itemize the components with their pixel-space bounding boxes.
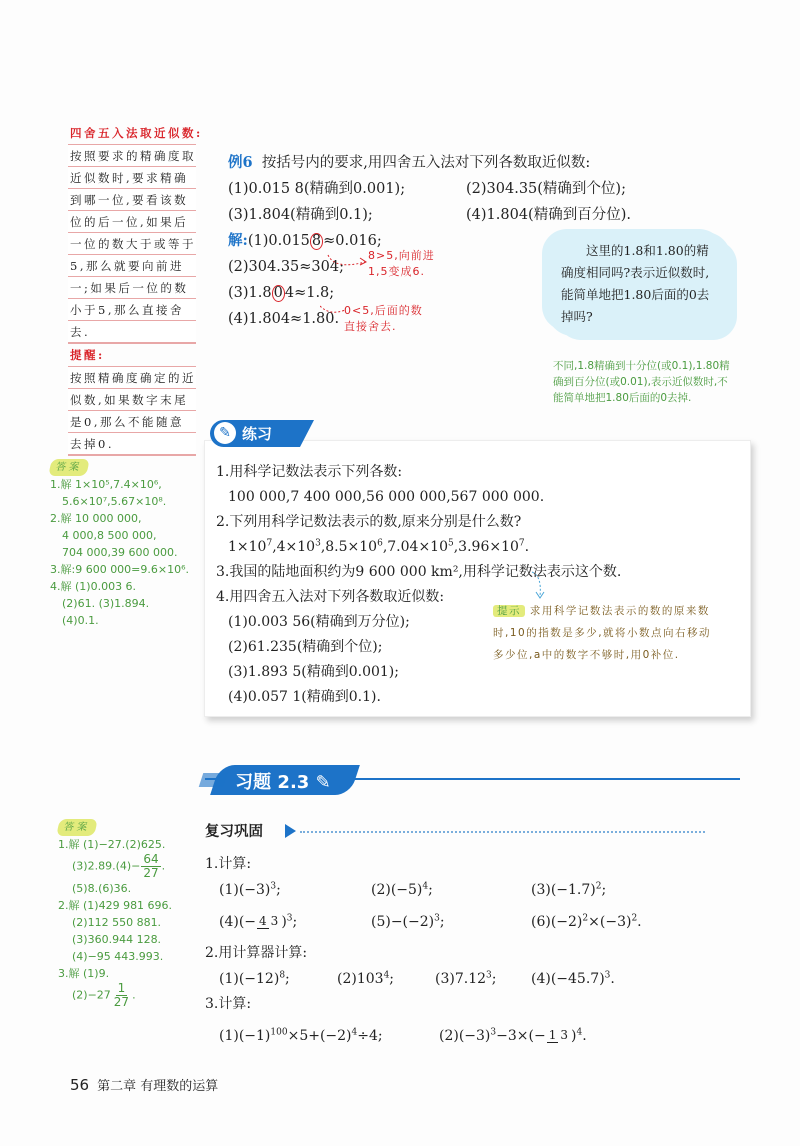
example-q1: (1)0.015 8(精确到0.001);: [228, 181, 406, 197]
example-q2: (2)304.35(精确到个位);: [466, 181, 626, 197]
chapter-title: 第二章 有理数的运算: [97, 1079, 219, 1094]
answers-exercises: [58, 818, 203, 1009]
answer-line: (5)8.(6)36.: [72, 882, 132, 895]
answer-line: 1.解 1×10⁵,7.4×10⁶,: [50, 478, 162, 491]
answer-line: (2)61. (3)1.894.: [62, 597, 150, 610]
exercise-row: $(1)(-12)^8$; $(2)103^4$; (3)7.12$^3$; $(4)(-45.7)^3$.: [219, 969, 615, 987]
answer-line: 1.解 (1)−27.(2)625.: [58, 838, 166, 851]
question-cloud: [547, 232, 731, 336]
tip-tag: 提示: [493, 605, 525, 617]
answer-line: 2.解 10 000 000,: [50, 512, 142, 525]
section-title: 复习巩固: [205, 824, 263, 840]
answer-line: 3.解:9 600 000=9.6×10⁶.: [50, 563, 190, 576]
pencil-icon: ✎: [315, 772, 331, 793]
practice-q4-item: (2)61.235(精确到个位);: [228, 639, 383, 655]
circled-digit: 8: [311, 233, 322, 249]
example-q4: (4)1.804(精确到百分位).: [466, 207, 631, 223]
solution-1a: (1)0.015: [247, 233, 310, 249]
practice-q2: 2.下列用科学记数法表示的数,原来分别是什么数?: [216, 514, 522, 530]
answer-line: (4)−95 443.993.: [72, 950, 164, 963]
annotation-carry: 8>5,向前进1,5变成6.: [368, 249, 435, 278]
exercise-row: $(1)(-3)^3$; $(2)(-5)^4$; $(3)(-1.7)^2$;: [219, 880, 607, 898]
solution-2: (2)304.35≈304;: [228, 259, 344, 275]
answer-line: (2)−27 $\frac{1}{27}$ .: [72, 981, 136, 1009]
solution-label: 解:: [228, 232, 248, 249]
practice-q4-item: (4)0.057 1(精确到0.1).: [228, 689, 381, 705]
answer-line: 5.6×10⁷,5.67×10⁸.: [62, 495, 167, 508]
practice-q4-item: (1)0.003 56(精确到万分位);: [228, 614, 410, 630]
practice-body: [216, 460, 736, 710]
exercise-row: $(1)(-1)^{100}\times 5+(-2)^4\div 4$; $(2)(-3)^3-3\times(- 1$ 3 )$^4$.: [219, 1027, 587, 1044]
exercise-q3: 3.计算:: [205, 996, 252, 1012]
solution-3a: (3)1.8: [228, 285, 272, 301]
exercise-q1: 1.计算:: [205, 856, 252, 872]
practice-q3: 3.我国的陆地面积约为9 600 000 km²,用科学记数法表示这个数.: [216, 564, 622, 580]
answer-line: (3)360.944 128.: [72, 933, 162, 946]
example-prompt: 按括号内的要求,用四舍五入法对下列各数取近似数:: [261, 155, 591, 171]
exercise-row: (4)(− 4 3 )$^3$; $(5)-(-2)^3$; $(6)(-2)^2\times(-3)^2$.: [219, 913, 642, 930]
exercise-q2: 2.用计算器计算:: [205, 945, 308, 961]
practice-label: 练习: [242, 425, 273, 443]
practice-icon: ✎: [214, 422, 236, 444]
page-footer: [70, 1075, 218, 1094]
practice-q1: 1.用科学记数法表示下列各数:: [216, 464, 403, 480]
solution-4: (4)1.804≈1.80.: [228, 311, 340, 327]
answer-line: (4)0.1.: [62, 614, 99, 627]
note-title: 四舍五入法取近似数:: [68, 122, 196, 145]
tip-text: 求用科学记数法表示的数的原来数时,10的指数是多少,就将小数点向右移动多少位,a中的数字不够时,用0补位.: [493, 605, 712, 661]
page-number: 56: [70, 1076, 90, 1094]
answer-line: 704 000,39 600 000.: [62, 546, 178, 559]
example-q3: (3)1.804(精确到0.1);: [228, 207, 373, 223]
solution-3b: 4≈1.8;: [284, 285, 335, 301]
note-hint-title: 提醒:: [68, 344, 196, 367]
answers-head: 答案: [56, 819, 98, 836]
tip-arrow: [530, 570, 550, 602]
answer-line: 4 000,8 500 000,: [62, 529, 157, 542]
answer-line: 4.解 (1)0.003 6.: [50, 580, 137, 593]
exercise-list: [205, 852, 735, 1056]
note-body: 按照要求的精确度取近似数时,要求精确到哪一位,要看该数位的后一位,如果后一位的数大于或等于5,那么就要向前进一;如果后一位的数小于5,那么直接舍去.: [68, 145, 196, 344]
example-label: 例6: [228, 154, 253, 171]
answer-line: 2.解 (1)429 981 696.: [58, 899, 173, 912]
practice-q2-nums: $1\times 10^7,4\times 10^3,8.5\times 10^6,7.04\times 10^5,3.96\times 10^7$.: [228, 538, 530, 555]
tip-note: [493, 600, 718, 666]
annotation-drop: 0<5,后面的数直接舍去.: [344, 304, 423, 333]
practice-q1-nums: 100 000,7 400 000,56 000 000,567 000 000.: [228, 489, 545, 505]
exercise-banner: [210, 765, 360, 795]
cloud-answer: 不同,1.8精确到十分位(或0.1),1.80精确到百分位(或0.01),表示近似数时,不能简单地把1.80后面的0去掉.: [553, 360, 730, 404]
triangle-arrow-icon: [285, 824, 296, 838]
answers-head: 答案: [48, 459, 90, 476]
solution-1b: ≈0.016;: [323, 233, 382, 249]
exercise-title: 习题 2.3: [235, 772, 310, 793]
practice-tag: [210, 420, 300, 447]
answer-line: (2)112 550 881.: [72, 916, 162, 929]
dotted-rule: [300, 831, 705, 833]
answer-line: (3)2.89.(4)− $\frac{64}{27}$ .: [72, 852, 166, 880]
cloud-question: 这里的1.8和1.80的精确度相同吗?表示近似数时,能简单地把1.80后面的0去掉吗?: [561, 243, 710, 324]
note-hint-body: 按照精确度确定的近似数,如果数字末尾是0,那么不能随意去掉0.: [68, 367, 196, 456]
practice-q4-item: (3)1.893 5(精确到0.001);: [228, 664, 399, 680]
circled-digit: 0: [273, 285, 283, 301]
answer-line: 3.解 (1)9.: [58, 967, 110, 980]
answers-practice: [50, 458, 200, 629]
margin-note-rounding: [68, 122, 203, 456]
practice-q4: 4.用四舍五入法对下列各数取近似数:: [216, 589, 445, 605]
